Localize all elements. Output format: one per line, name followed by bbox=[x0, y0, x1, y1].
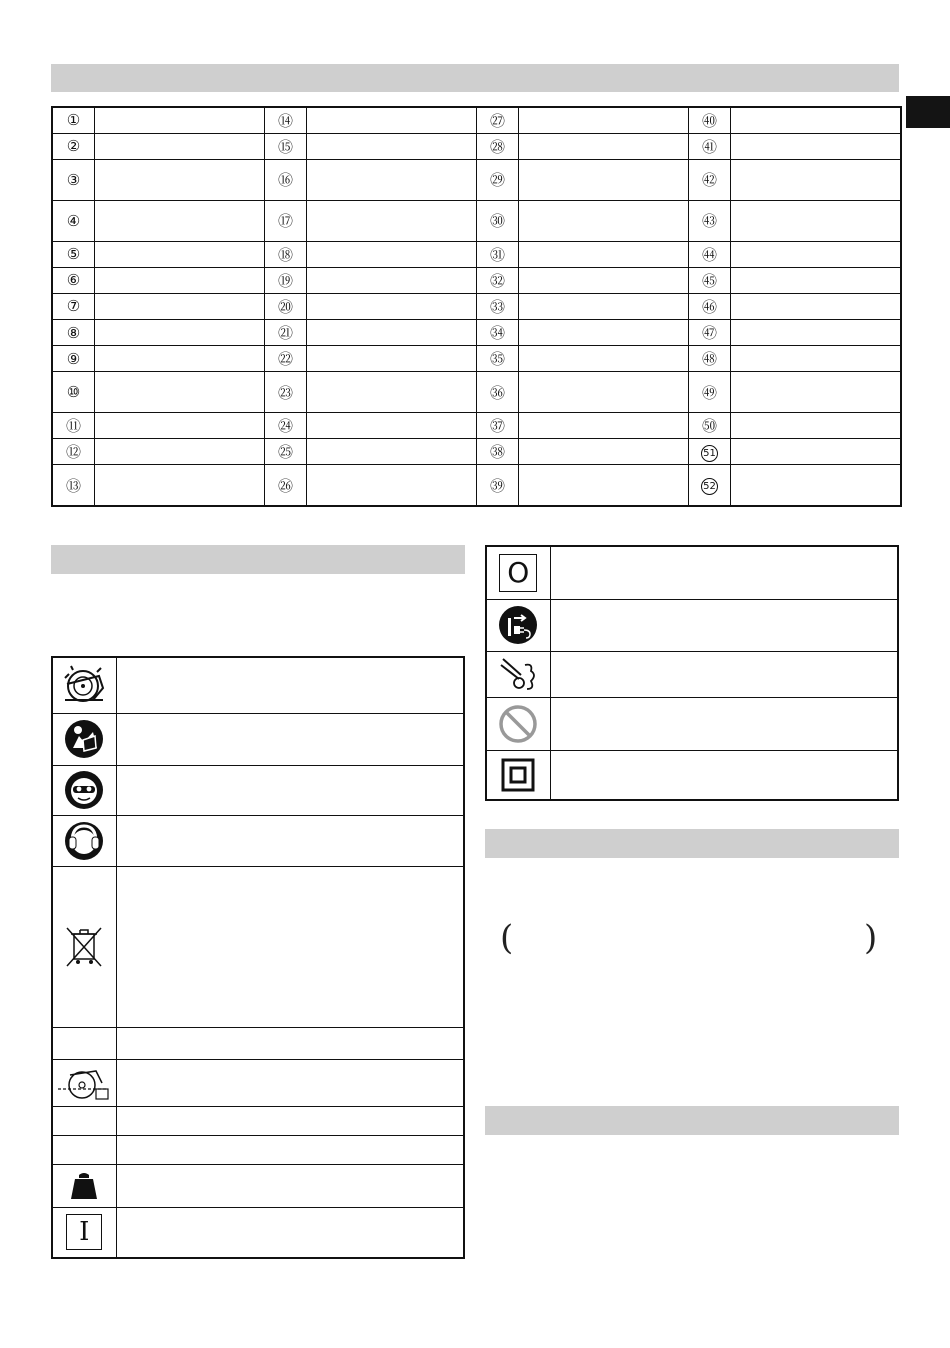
part-number: ⑤ bbox=[66, 245, 81, 264]
part-number: ⑲ bbox=[277, 271, 293, 290]
part-number: ⑦ bbox=[66, 297, 81, 316]
part-number-cell bbox=[477, 293, 519, 319]
part-number-cell bbox=[52, 107, 95, 133]
part-number-cell bbox=[265, 159, 307, 200]
part-name-cell bbox=[731, 200, 902, 241]
symbol-desc bbox=[550, 546, 898, 599]
part-number: ⑪ bbox=[65, 417, 81, 436]
part-number: ㉟ bbox=[489, 350, 505, 369]
symbols-table-left bbox=[51, 656, 465, 1259]
part-name-cell bbox=[307, 107, 477, 133]
part-number: ㉝ bbox=[489, 297, 505, 316]
part-name-cell bbox=[307, 346, 477, 372]
part-number-cell bbox=[477, 413, 519, 439]
part-number: ㉞ bbox=[489, 324, 505, 343]
part-name-cell bbox=[519, 133, 689, 159]
part-number-cell bbox=[477, 107, 519, 133]
part-name-cell bbox=[731, 159, 902, 200]
part-number-cell bbox=[265, 413, 307, 439]
section-bar-right-1 bbox=[485, 829, 899, 858]
part-name-cell bbox=[95, 200, 265, 241]
part-number: ㉗ bbox=[489, 111, 505, 130]
part-number: ㉘ bbox=[489, 137, 505, 156]
circular-saw-icon bbox=[52, 657, 116, 713]
symbol-blank bbox=[52, 1106, 116, 1135]
parts-row bbox=[52, 200, 901, 241]
switch-on-icon bbox=[52, 1207, 116, 1258]
part-number: ㊸ bbox=[701, 212, 717, 231]
part-number-cell bbox=[265, 372, 307, 413]
parts-row bbox=[52, 372, 901, 413]
part-number: ㉜ bbox=[489, 271, 505, 290]
part-number-cell bbox=[52, 293, 95, 319]
part-number: ㊿ bbox=[701, 417, 717, 436]
part-number: ② bbox=[66, 137, 81, 156]
part-number-cell bbox=[52, 346, 95, 372]
part-number: ㉒ bbox=[277, 350, 293, 369]
part-number: ⑩ bbox=[66, 383, 81, 402]
part-number-cell bbox=[477, 372, 519, 413]
part-number-cell bbox=[265, 346, 307, 372]
parts-row bbox=[52, 159, 901, 200]
part-name-cell bbox=[95, 372, 265, 413]
part-number: ㉛ bbox=[489, 245, 505, 264]
symbol-desc bbox=[550, 750, 898, 800]
part-name-cell bbox=[731, 107, 902, 133]
section-bar-parts bbox=[51, 64, 899, 92]
parts-table bbox=[51, 106, 902, 507]
part-number-cell bbox=[265, 267, 307, 293]
part-number-cell bbox=[477, 439, 519, 465]
symbol-desc bbox=[116, 1106, 464, 1135]
symbol-desc bbox=[116, 1059, 464, 1106]
part-number-cell bbox=[265, 107, 307, 133]
part-number: ③ bbox=[66, 170, 81, 189]
part-name-cell bbox=[307, 267, 477, 293]
symbol-desc bbox=[550, 697, 898, 750]
part-name-cell bbox=[519, 320, 689, 346]
part-number-cell bbox=[477, 320, 519, 346]
part-name-cell bbox=[519, 107, 689, 133]
part-number: ⑧ bbox=[66, 323, 81, 342]
parts-row bbox=[52, 267, 901, 293]
part-name-cell bbox=[519, 241, 689, 267]
part-number-cell bbox=[52, 200, 95, 241]
part-name-cell bbox=[95, 320, 265, 346]
part-number: ⑮ bbox=[277, 137, 293, 156]
part-number-cell bbox=[477, 133, 519, 159]
part-number: ㊾ bbox=[701, 383, 717, 402]
parts-row bbox=[52, 293, 901, 319]
part-number-cell bbox=[689, 241, 731, 267]
part-number: ㉙ bbox=[489, 171, 505, 190]
bracket-right: ) bbox=[864, 918, 878, 958]
part-number: ① bbox=[66, 111, 81, 130]
parts-row bbox=[52, 107, 901, 133]
part-number: ㊶ bbox=[701, 137, 717, 156]
part-name-cell bbox=[95, 439, 265, 465]
symbol-desc bbox=[116, 1207, 464, 1258]
part-number: ㉓ bbox=[277, 383, 293, 402]
part-name-cell bbox=[519, 413, 689, 439]
part-number-cell bbox=[689, 346, 731, 372]
part-number: ⑰ bbox=[277, 212, 293, 231]
part-number: ⑱ bbox=[277, 245, 293, 264]
part-number: ㉑ bbox=[277, 324, 293, 343]
symbol-desc bbox=[116, 713, 464, 765]
switch-off-label: O bbox=[507, 556, 530, 590]
prohibited-icon bbox=[486, 697, 550, 750]
part-name-cell bbox=[519, 267, 689, 293]
part-name-cell bbox=[95, 346, 265, 372]
weight-icon bbox=[52, 1164, 116, 1207]
part-number-cell bbox=[52, 439, 95, 465]
parts-row bbox=[52, 133, 901, 159]
read-manual-icon bbox=[52, 713, 116, 765]
part-number-cell bbox=[52, 372, 95, 413]
part-name-cell bbox=[307, 241, 477, 267]
part-number: 52 bbox=[701, 478, 718, 495]
part-name-cell bbox=[307, 200, 477, 241]
ear-protection-icon bbox=[52, 815, 116, 866]
part-name-cell bbox=[731, 465, 902, 506]
part-number-cell bbox=[689, 159, 731, 200]
symbol-desc bbox=[116, 657, 464, 713]
part-number-cell bbox=[689, 267, 731, 293]
part-number-cell bbox=[477, 241, 519, 267]
part-number: ⑳ bbox=[277, 297, 293, 316]
part-name-cell bbox=[307, 372, 477, 413]
part-name-cell bbox=[731, 320, 902, 346]
part-number-cell bbox=[689, 439, 731, 465]
part-number-cell bbox=[689, 413, 731, 439]
part-number: 51 bbox=[701, 445, 718, 462]
part-name-cell bbox=[731, 241, 902, 267]
double-insulation-icon bbox=[486, 750, 550, 800]
part-name-cell bbox=[519, 293, 689, 319]
part-number: ㉔ bbox=[277, 417, 293, 436]
part-number: ㊱ bbox=[489, 383, 505, 402]
part-name-cell bbox=[95, 241, 265, 267]
part-name-cell bbox=[519, 159, 689, 200]
part-name-cell bbox=[95, 107, 265, 133]
part-number-cell bbox=[477, 200, 519, 241]
part-number-cell bbox=[689, 133, 731, 159]
part-name-cell bbox=[95, 159, 265, 200]
part-number-cell bbox=[52, 465, 95, 506]
parts-row bbox=[52, 439, 901, 465]
parts-row bbox=[52, 241, 901, 267]
part-number: ㊽ bbox=[701, 350, 717, 369]
part-name-cell bbox=[307, 465, 477, 506]
eye-protection-icon bbox=[52, 765, 116, 815]
part-name-cell bbox=[519, 439, 689, 465]
part-number: ㉚ bbox=[489, 212, 505, 231]
switch-on-label: I bbox=[79, 1217, 90, 1248]
part-name-cell bbox=[519, 465, 689, 506]
part-number-cell bbox=[689, 293, 731, 319]
parts-row bbox=[52, 465, 901, 506]
part-number-cell bbox=[265, 465, 307, 506]
part-name-cell bbox=[307, 159, 477, 200]
part-number-cell bbox=[265, 241, 307, 267]
part-number: ㊵ bbox=[701, 111, 717, 130]
part-number-cell bbox=[52, 159, 95, 200]
part-name-cell bbox=[95, 465, 265, 506]
parts-row bbox=[52, 320, 901, 346]
part-name-cell bbox=[731, 133, 902, 159]
part-number-cell bbox=[477, 346, 519, 372]
part-number: ⑨ bbox=[66, 349, 81, 368]
part-number-cell bbox=[689, 200, 731, 241]
part-name-cell bbox=[307, 293, 477, 319]
part-name-cell bbox=[95, 413, 265, 439]
part-number-cell bbox=[477, 159, 519, 200]
part-name-cell bbox=[731, 346, 902, 372]
symbol-desc bbox=[550, 651, 898, 697]
symbol-desc bbox=[116, 1164, 464, 1207]
switch-off-icon bbox=[486, 546, 550, 599]
symbol-desc bbox=[116, 866, 464, 1027]
part-name-cell bbox=[731, 372, 902, 413]
part-number-cell bbox=[265, 439, 307, 465]
part-number: ㊹ bbox=[701, 245, 717, 264]
part-name-cell bbox=[307, 320, 477, 346]
symbol-desc bbox=[116, 815, 464, 866]
part-number: ⑫ bbox=[65, 443, 81, 462]
part-number: ㊲ bbox=[489, 417, 505, 436]
part-number-cell bbox=[52, 133, 95, 159]
part-name-cell bbox=[95, 267, 265, 293]
part-name-cell bbox=[519, 200, 689, 241]
part-name-cell bbox=[307, 439, 477, 465]
part-name-cell bbox=[307, 133, 477, 159]
part-number: ㊴ bbox=[489, 476, 505, 495]
parts-row bbox=[52, 346, 901, 372]
symbol-blank bbox=[52, 1027, 116, 1059]
language-tab bbox=[906, 96, 950, 128]
part-number-cell bbox=[52, 241, 95, 267]
unplug-icon bbox=[486, 599, 550, 651]
symbol-desc bbox=[116, 1027, 464, 1059]
part-name-cell bbox=[731, 293, 902, 319]
dust-icon bbox=[486, 651, 550, 697]
part-number-cell bbox=[689, 372, 731, 413]
symbol-blank bbox=[52, 1135, 116, 1164]
part-number: ㊻ bbox=[701, 297, 717, 316]
parts-row bbox=[52, 413, 901, 439]
symbol-desc bbox=[116, 1135, 464, 1164]
part-number: ㊼ bbox=[701, 324, 717, 343]
part-name-cell bbox=[519, 346, 689, 372]
part-number-cell bbox=[265, 293, 307, 319]
part-number-cell bbox=[265, 133, 307, 159]
part-name-cell bbox=[731, 413, 902, 439]
part-number-cell bbox=[477, 465, 519, 506]
part-number-cell bbox=[689, 320, 731, 346]
part-name-cell bbox=[519, 372, 689, 413]
part-number: ④ bbox=[66, 211, 81, 230]
part-number-cell bbox=[265, 320, 307, 346]
part-number-cell bbox=[52, 320, 95, 346]
bracket-left: ( bbox=[500, 918, 514, 958]
symbols-table-right bbox=[485, 545, 899, 801]
part-name-cell bbox=[731, 439, 902, 465]
part-number-cell bbox=[265, 200, 307, 241]
part-number: ⑭ bbox=[277, 111, 293, 130]
part-number: ⑥ bbox=[66, 271, 81, 290]
part-number: ㊺ bbox=[701, 271, 717, 290]
part-number: ㉖ bbox=[277, 476, 293, 495]
saw-depth-icon bbox=[52, 1059, 116, 1106]
part-number: ㊳ bbox=[489, 443, 505, 462]
part-name-cell bbox=[95, 133, 265, 159]
symbol-desc bbox=[116, 765, 464, 815]
part-number-cell bbox=[52, 267, 95, 293]
part-number: ㊷ bbox=[701, 171, 717, 190]
weee-bin-icon bbox=[52, 866, 116, 1027]
part-name-cell bbox=[95, 293, 265, 319]
symbol-desc bbox=[550, 599, 898, 651]
section-bar-symbols bbox=[51, 545, 465, 574]
part-number: ⑯ bbox=[277, 171, 293, 190]
part-name-cell bbox=[731, 267, 902, 293]
part-number-cell bbox=[477, 267, 519, 293]
part-number-cell bbox=[52, 413, 95, 439]
part-number-cell bbox=[689, 107, 731, 133]
part-number: ㉕ bbox=[277, 443, 293, 462]
section-bar-right-2 bbox=[485, 1106, 899, 1135]
part-name-cell bbox=[307, 413, 477, 439]
part-number: ⑬ bbox=[65, 476, 81, 495]
part-number-cell bbox=[689, 465, 731, 506]
